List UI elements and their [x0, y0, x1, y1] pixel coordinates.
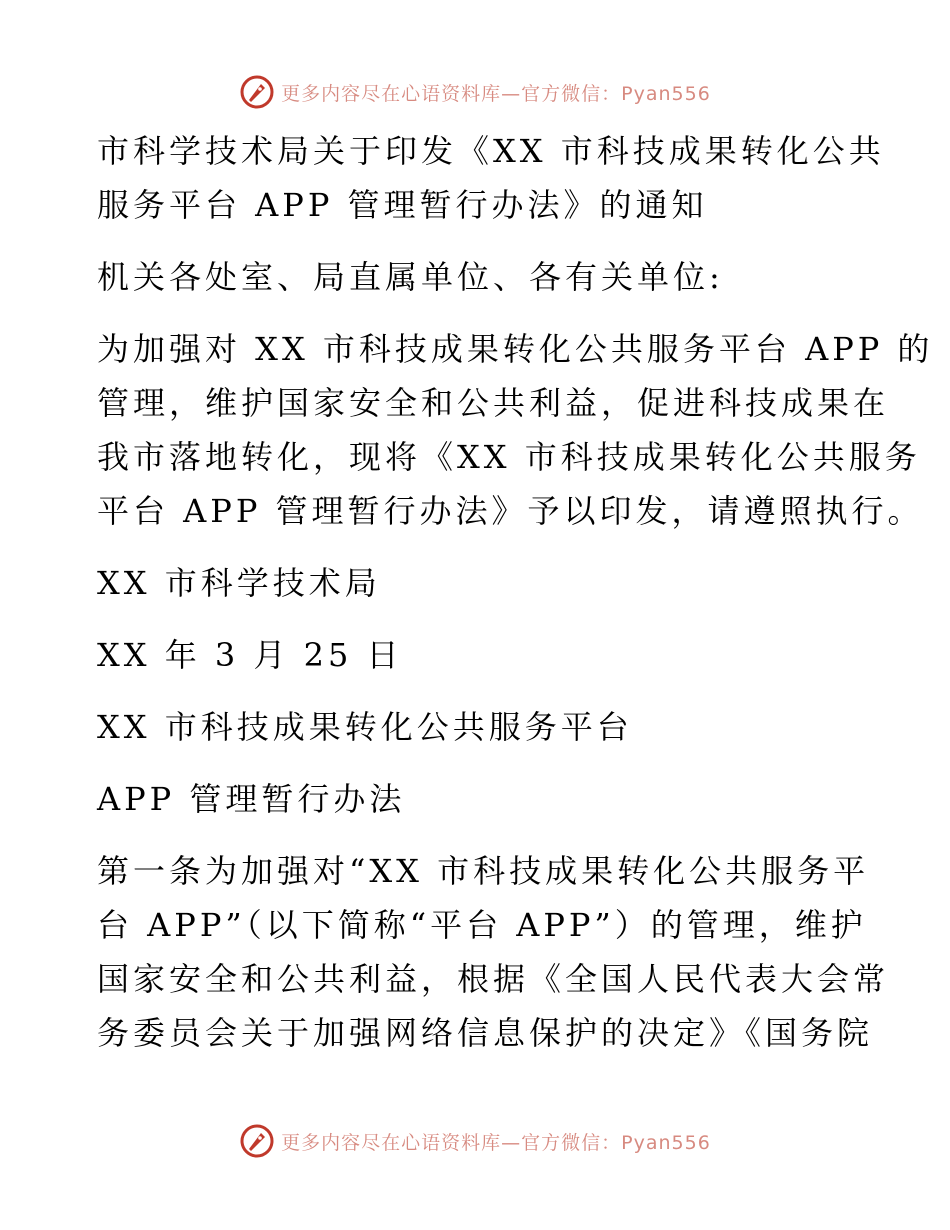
text-line: 第一条为加强对“XX 市科技成果转化公共服务平	[97, 852, 870, 890]
text-line: XX 市科学技术局	[97, 564, 381, 602]
text-line: 机关各处室、局直属单位、各有关单位:	[97, 258, 724, 296]
text-line: 服务平台 APP 管理暂行办法》的通知	[97, 186, 708, 224]
document-title	[97, 124, 885, 232]
text-line: 我市落地转化，现将《XX 市科技成果转化公共服务	[97, 438, 921, 476]
document-body	[97, 124, 934, 1078]
pen-nib-logo-icon	[239, 74, 275, 110]
text-line: 为加强对 XX 市科技成果转化公共服务平台 APP 的	[97, 330, 934, 368]
text-line: 市科学技术局关于印发《XX 市科技成果转化公共	[97, 132, 885, 170]
text-line: XX 市科技成果转化公共服务平台	[97, 708, 633, 746]
measures-title-line-2	[97, 772, 867, 826]
header-watermark	[0, 72, 950, 112]
text-line: 台 APP”（以下简称“平台 APP”）的管理，维护	[97, 906, 867, 944]
notice-paragraph	[97, 322, 934, 538]
text-line: 平台 APP 管理暂行办法》予以印发，请遵照执行。	[97, 492, 924, 530]
issuer	[97, 556, 867, 610]
footer-watermark	[0, 1121, 950, 1161]
salutation	[97, 250, 867, 304]
article-one	[97, 844, 890, 1060]
measures-title-line-1	[97, 700, 867, 754]
text-line: XX 年 3 月 25 日	[97, 636, 403, 674]
text-line: 管理，维护国家安全和公共利益，促进科技成果在	[97, 384, 890, 422]
text-line: 务委员会关于加强网络信息保护的决定》《国务院	[97, 1014, 874, 1052]
text-line: APP 管理暂行办法	[97, 780, 406, 818]
watermark-text: 更多内容尽在心语资料库—官方微信：Pyan556	[281, 82, 711, 105]
watermark-text: 更多内容尽在心语资料库—官方微信：Pyan556	[281, 1131, 711, 1154]
pen-nib-logo-icon	[239, 1123, 275, 1159]
text-line: 国家安全和公共利益，根据《全国人民代表大会常	[97, 960, 890, 998]
issue-date	[97, 628, 867, 682]
